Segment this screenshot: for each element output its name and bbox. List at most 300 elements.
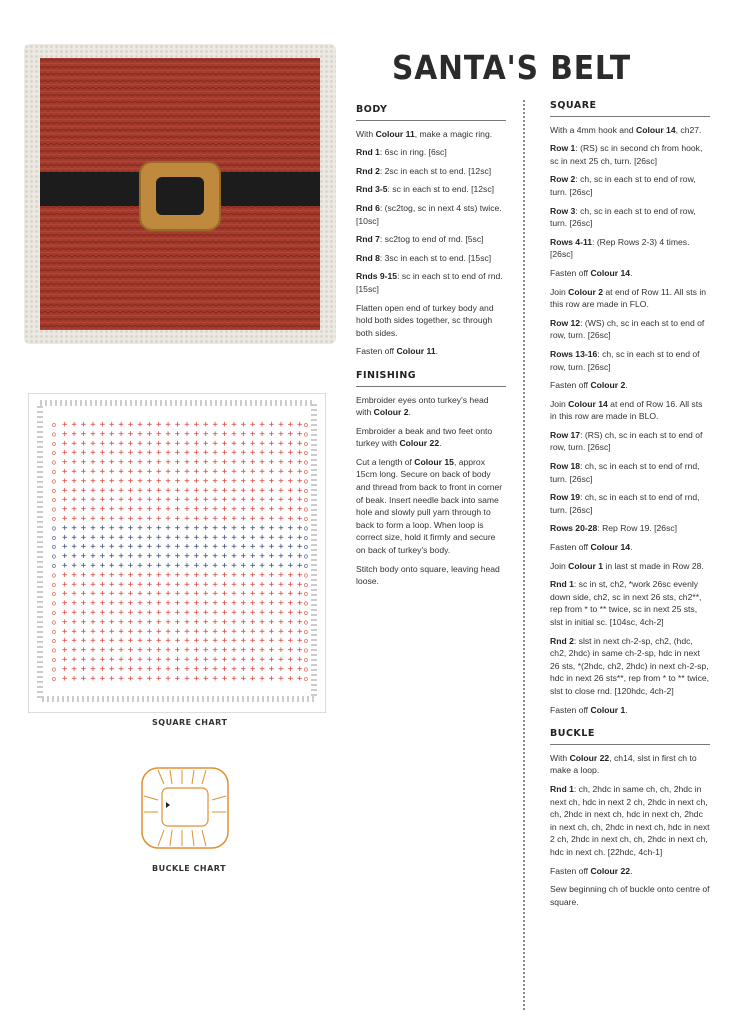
chart-stitch: +: [62, 448, 68, 459]
square-instruction: [550, 398, 710, 423]
chart-stitch: +: [287, 438, 294, 449]
chart-stitch: +: [278, 420, 284, 430]
chart-stitch: +: [156, 551, 162, 562]
chart-stitch: +: [118, 664, 124, 675]
chart-stitch: +: [184, 570, 190, 581]
chart-stitch: +: [268, 626, 275, 637]
chart-stitch: +: [259, 495, 265, 506]
chart-stitch: +: [184, 514, 190, 524]
chart-stitch: +: [109, 551, 115, 562]
chart-stitch: +: [184, 579, 190, 590]
chart-stitch: +: [146, 438, 153, 449]
chart-stitch: +: [146, 504, 153, 515]
chart-stitch: +: [268, 457, 275, 468]
buckle-section: [550, 752, 710, 909]
chart-turn-mark: o: [304, 628, 308, 636]
chart-stitch: +: [259, 485, 265, 496]
instruction-text: Fasten off: [550, 704, 591, 715]
chart-stitch: +: [118, 626, 124, 637]
buckle-instruction: [550, 865, 710, 878]
chart-stitch: +: [80, 589, 87, 600]
chart-stitch: +: [259, 570, 265, 581]
chart-stitch: +: [165, 523, 171, 534]
chart-stitch: +: [297, 617, 303, 628]
chart-stitch: +: [240, 429, 247, 440]
chart-stitch: +: [165, 579, 171, 590]
chart-stitch: +: [240, 514, 247, 524]
chart-turn-mark: o: [304, 459, 308, 467]
square-instruction: [550, 578, 710, 628]
chart-stitch: +: [287, 495, 294, 506]
chart-stitch: +: [221, 420, 228, 430]
chart-stitch: +: [203, 429, 209, 440]
chart-stitch: +: [80, 532, 87, 543]
square-instruction: [550, 348, 710, 373]
chart-stitch: +: [118, 579, 124, 590]
chart-stitch: +: [90, 645, 96, 656]
chart-stitch: +: [165, 448, 171, 459]
chart-stitch: +: [250, 579, 256, 590]
chart-turn-mark: o: [52, 610, 56, 617]
chart-stitch: +: [109, 570, 115, 581]
chart-stitch: +: [193, 429, 200, 440]
column-divider: [523, 100, 525, 1010]
chart-stitch: +: [90, 542, 96, 553]
instruction-keyword: Rnd 2: [356, 165, 380, 176]
instruction-keyword: Rnd 1: [550, 783, 574, 794]
chart-stitch: +: [137, 485, 143, 496]
chart-stitch: +: [90, 514, 96, 524]
chart-stitch: +: [203, 532, 209, 543]
chart-stitch: +: [62, 617, 68, 628]
chart-stitch: +: [62, 589, 68, 600]
chart-stitch: +: [287, 570, 294, 581]
chart-stitch: +: [268, 495, 275, 506]
chart-turn-mark: o: [52, 600, 56, 608]
chart-stitch: +: [184, 645, 190, 656]
chart-stitch: +: [231, 448, 237, 459]
chart-stitch: +: [250, 532, 256, 543]
chart-stitch: +: [297, 570, 303, 581]
chart-stitch: +: [174, 457, 181, 468]
chart-stitch: +: [221, 617, 228, 628]
chart-stitch: +: [297, 655, 303, 665]
chart-stitch: +: [137, 579, 143, 590]
square-instruction: [550, 522, 710, 535]
chart-stitch: +: [250, 467, 256, 477]
chart-stitch: +: [297, 664, 303, 675]
chart-stitch: +: [184, 598, 190, 609]
chart-stitch: +: [71, 438, 77, 449]
chart-stitch: +: [99, 561, 106, 571]
instruction-keyword: Row 3: [550, 205, 576, 216]
chart-stitch: +: [259, 420, 265, 430]
chart-stitch: +: [62, 514, 68, 524]
chart-stitch: +: [278, 598, 284, 609]
chart-stitch: +: [250, 495, 256, 506]
chart-stitch: +: [99, 617, 106, 628]
chart-stitch: +: [193, 504, 200, 515]
chart-stitch: +: [80, 673, 87, 684]
chart-turn-mark: o: [52, 422, 56, 429]
chart-stitch: +: [80, 542, 87, 553]
chart-stitch: +: [165, 561, 171, 571]
chart-stitch: +: [62, 457, 68, 468]
chart-stitch: +: [212, 589, 218, 600]
chart-stitch: +: [278, 457, 284, 468]
chart-stitch: +: [71, 570, 77, 581]
instruction-keyword: Colour 15: [414, 456, 454, 467]
instruction-text: .: [435, 346, 439, 357]
chart-stitch: +: [165, 514, 171, 524]
chart-stitch: +: [109, 626, 115, 637]
chart-stitch: +: [99, 523, 106, 534]
chart-stitch: +: [71, 636, 77, 647]
chart-stitch: +: [231, 542, 237, 553]
chart-stitch: +: [62, 579, 68, 590]
chart-stitch: +: [80, 457, 87, 468]
chart-stitch: +: [118, 485, 124, 496]
instruction-text: : ch, sc in each st to end of row, turn. [26sc]: [550, 348, 700, 372]
chart-stitch: +: [184, 495, 190, 506]
chart-stitch: +: [137, 476, 143, 487]
chart-stitch: +: [259, 664, 265, 675]
instruction-text: Fasten off: [550, 380, 591, 391]
chart-stitch: +: [268, 429, 275, 440]
chart-stitch: +: [99, 438, 106, 449]
chart-stitch: +: [127, 626, 134, 637]
chart-stitch: +: [146, 495, 153, 506]
chart-stitch: +: [212, 504, 218, 515]
chart-stitch: +: [231, 514, 237, 524]
page-title: SANTA'S BELT: [392, 48, 631, 87]
chart-stitch: +: [268, 608, 275, 618]
chart-stitch: +: [174, 598, 181, 609]
chart-stitch: +: [240, 598, 247, 609]
chart-stitch: +: [212, 467, 218, 477]
chart-stitch: +: [62, 608, 68, 618]
chart-stitch: +: [90, 626, 96, 637]
chart-turn-mark: o: [304, 525, 308, 533]
chart-stitch: +: [118, 570, 124, 581]
chart-turn-mark: o: [52, 591, 56, 599]
chart-stitch: +: [165, 429, 171, 440]
chart-stitch: +: [165, 626, 171, 637]
instruction-keyword: Rnd 1: [550, 579, 574, 590]
chart-stitch: +: [62, 655, 68, 665]
chart-stitch: +: [109, 617, 115, 628]
chart-stitch: +: [62, 523, 68, 534]
chart-stitch: +: [165, 598, 171, 609]
chart-stitch: +: [165, 673, 171, 684]
chart-stitch: +: [137, 655, 143, 665]
chart-stitch: +: [184, 457, 190, 468]
chart-stitch: +: [259, 579, 265, 590]
chart-stitch: +: [193, 532, 200, 543]
chart-stitch: +: [174, 448, 181, 459]
chart-stitch: +: [240, 542, 247, 553]
chart-stitch: +: [221, 655, 228, 665]
chart-stitch: +: [212, 542, 218, 553]
chart-stitch: +: [193, 598, 200, 609]
chart-stitch: +: [156, 504, 162, 515]
chart-stitch: +: [118, 636, 124, 647]
instruction-text: .: [630, 267, 633, 278]
chart-turn-mark: o: [52, 525, 56, 533]
chart-stitch: +: [156, 495, 162, 506]
chart-stitch: +: [221, 598, 228, 609]
instruction-text: Cut a length of: [356, 456, 415, 467]
chart-stitch: +: [193, 467, 200, 477]
chart-stitch: +: [287, 589, 294, 600]
chart-stitch: +: [231, 495, 237, 506]
chart-turn-mark: o: [304, 487, 308, 495]
chart-stitch: +: [287, 673, 294, 684]
chart-stitch: +: [268, 636, 275, 647]
chart-stitch: +: [212, 448, 218, 459]
chart-stitch: +: [221, 626, 228, 637]
chart-stitch: +: [212, 598, 218, 609]
chart-stitch: +: [240, 617, 247, 628]
instruction-keyword: Colour 14: [590, 542, 631, 553]
chart-stitch: +: [212, 570, 218, 581]
chart-stitch: +: [203, 542, 209, 553]
chart-stitch: +: [80, 523, 87, 534]
chart-stitch: +: [287, 636, 294, 647]
chart-stitch: +: [156, 626, 162, 637]
chart-stitch: +: [297, 514, 303, 524]
chart-stitch: +: [80, 514, 87, 524]
chart-stitch: +: [99, 476, 106, 487]
chart-turn-mark: o: [304, 516, 308, 523]
chart-stitch: +: [250, 448, 256, 459]
chart-stitch: +: [231, 457, 237, 468]
chart-stitch: +: [71, 561, 77, 571]
chart-stitch: +: [146, 532, 153, 543]
chart-stitch: +: [62, 476, 68, 487]
chart-stitch: +: [278, 504, 284, 515]
chart-stitch: +: [231, 589, 237, 600]
chart-stitch: +: [231, 664, 237, 675]
chart-stitch: +: [278, 570, 284, 581]
chart-stitch: +: [165, 476, 171, 487]
chart-stitch: +: [99, 504, 106, 515]
chart-stitch: +: [203, 476, 209, 487]
chart-stitch: +: [146, 448, 153, 459]
chart-stitch: +: [146, 551, 153, 562]
chart-stitch: +: [156, 476, 162, 487]
chart-stitch: +: [259, 608, 265, 618]
chart-stitch: +: [268, 476, 275, 487]
chart-stitch: +: [174, 467, 181, 477]
chart-stitch: +: [250, 420, 256, 430]
chart-turn-mark: o: [52, 572, 56, 580]
chart-stitch: +: [109, 664, 115, 675]
instruction-text: Join: [550, 560, 569, 571]
chart-stitch: +: [90, 429, 96, 440]
chart-stitch: +: [287, 523, 294, 534]
chart-stitch: +: [221, 485, 228, 496]
chart-turn-mark: o: [52, 675, 56, 683]
instruction-text: Fasten off: [550, 267, 591, 278]
chart-stitch: +: [156, 429, 162, 440]
chart-stitch: +: [184, 655, 190, 665]
chart-stitch: +: [127, 542, 134, 553]
chart-stitch: +: [240, 467, 247, 477]
chart-stitch: +: [221, 673, 228, 684]
chart-stitch: +: [146, 673, 153, 684]
chart-stitch: +: [156, 579, 162, 590]
chart-stitch: +: [71, 485, 77, 496]
chart-stitch: +: [137, 598, 143, 609]
chart-stitch: +: [109, 476, 115, 487]
chart-stitch: +: [174, 579, 181, 590]
instruction-keyword: Colour 14: [590, 267, 631, 278]
chart-stitch: +: [278, 485, 284, 496]
body-instruction: [356, 302, 506, 340]
chart-stitch: +: [146, 467, 153, 477]
chart-turn-mark: o: [304, 581, 308, 589]
chart-stitch: +: [193, 673, 200, 684]
square-instruction: [550, 460, 710, 485]
chart-stitch: +: [203, 589, 209, 600]
chart-stitch: +: [118, 514, 124, 524]
chart-stitch: +: [278, 655, 284, 665]
chart-stitch: +: [174, 438, 181, 449]
chart-stitch: +: [212, 429, 218, 440]
square-instruction: [550, 173, 710, 198]
instruction-text: .: [408, 407, 411, 418]
chart-turn-mark: o: [304, 591, 308, 599]
chart-stitch: +: [90, 457, 96, 468]
chart-turn-mark: o: [304, 600, 308, 608]
chart-stitch: +: [203, 645, 209, 656]
chart-stitch: +: [62, 636, 68, 647]
chart-stitch: +: [156, 645, 162, 656]
chart-stitch: +: [118, 655, 124, 665]
chart-stitch: +: [240, 561, 247, 571]
chart-stitch: +: [99, 457, 106, 468]
chart-stitch: +: [259, 645, 265, 656]
chart-stitch: +: [193, 636, 200, 647]
chart-stitch: +: [118, 589, 124, 600]
chart-stitch: +: [287, 608, 294, 618]
chart-stitch: +: [118, 438, 124, 449]
chart-stitch: +: [62, 673, 68, 684]
chart-stitch: +: [71, 608, 77, 618]
chart-stitch: +: [127, 608, 134, 618]
chart-stitch: +: [203, 626, 209, 637]
chart-stitch: +: [146, 570, 153, 581]
chart-turn-mark: o: [304, 534, 308, 542]
chart-stitch: +: [127, 429, 134, 440]
chart-stitch: +: [250, 438, 256, 449]
chart-stitch: +: [259, 514, 265, 524]
chart-stitch: +: [118, 617, 124, 628]
chart-stitch: +: [278, 514, 284, 524]
chart-turn-mark: o: [52, 563, 56, 570]
chart-stitch: +: [80, 617, 87, 628]
chart-stitch: +: [297, 429, 303, 440]
chart-stitch: +: [221, 532, 228, 543]
square-instruction: [550, 491, 710, 516]
chart-stitch: +: [193, 570, 200, 581]
chart-stitch: +: [221, 636, 228, 647]
chart-stitch: +: [109, 514, 115, 524]
chart-stitch: +: [127, 438, 134, 449]
chart-stitch: +: [174, 664, 181, 675]
chart-stitch: +: [250, 504, 256, 515]
chart-stitch: +: [127, 579, 134, 590]
chart-stitch: +: [231, 438, 237, 449]
chart-stitch: +: [99, 589, 106, 600]
chart-stitch: +: [90, 617, 96, 628]
chart-stitch: +: [71, 655, 77, 665]
chart-stitch: +: [297, 476, 303, 487]
chart-stitch: +: [71, 532, 77, 543]
chart-stitch: +: [80, 579, 87, 590]
chart-stitch: +: [127, 457, 134, 468]
chart-stitch: +: [259, 626, 265, 637]
chart-stitch: +: [193, 457, 200, 468]
chart-stitch: +: [146, 542, 153, 553]
chart-stitch: +: [80, 448, 87, 459]
chart-stitch: +: [80, 467, 87, 477]
chart-stitch: +: [62, 561, 68, 571]
chart-stitch: +: [174, 532, 181, 543]
chart-stitch: +: [137, 504, 143, 515]
chart-stitch: +: [71, 551, 77, 562]
chart-stitch: +: [71, 523, 77, 534]
chart-stitch: +: [146, 636, 153, 647]
chart-turn-mark: o: [52, 544, 56, 552]
chart-stitch: +: [174, 429, 181, 440]
chart-stitch: +: [137, 514, 143, 524]
chart-stitch: +: [278, 551, 284, 562]
chart-stitch: +: [71, 598, 77, 609]
chart-stitch: +: [297, 420, 303, 430]
chart-stitch: +: [62, 598, 68, 609]
chart-stitch: +: [240, 485, 247, 496]
chart-stitch: +: [287, 514, 294, 524]
chart-stitch: +: [184, 523, 190, 534]
chart-stitch: +: [250, 485, 256, 496]
chart-stitch: +: [268, 617, 275, 628]
chart-stitch: +: [268, 561, 275, 571]
chart-stitch: +: [193, 495, 200, 506]
chart-stitch: +: [259, 523, 265, 534]
chart-stitch: +: [240, 504, 247, 515]
chart-stitch: +: [99, 420, 106, 430]
chart-stitch: +: [80, 561, 87, 571]
chart-stitch: +: [156, 570, 162, 581]
chart-stitch: +: [174, 476, 181, 487]
chart-stitch: +: [259, 448, 265, 459]
chart-stitch: +: [165, 664, 171, 675]
chart-stitch: +: [174, 495, 181, 506]
chart-stitch: +: [71, 673, 77, 684]
chart-stitch: +: [109, 429, 115, 440]
chart-turn-mark: o: [52, 581, 56, 589]
chart-stitch: +: [212, 645, 218, 656]
chart-stitch: +: [127, 570, 134, 581]
instruction-text: : (Rep Rows 2-3) 4 times. [26sc]: [550, 236, 690, 260]
chart-stitch: +: [109, 504, 115, 515]
body-instruction: [356, 252, 506, 265]
chart-stitch: +: [250, 457, 256, 468]
chart-stitch: +: [165, 542, 171, 553]
chart-stitch: +: [250, 608, 256, 618]
